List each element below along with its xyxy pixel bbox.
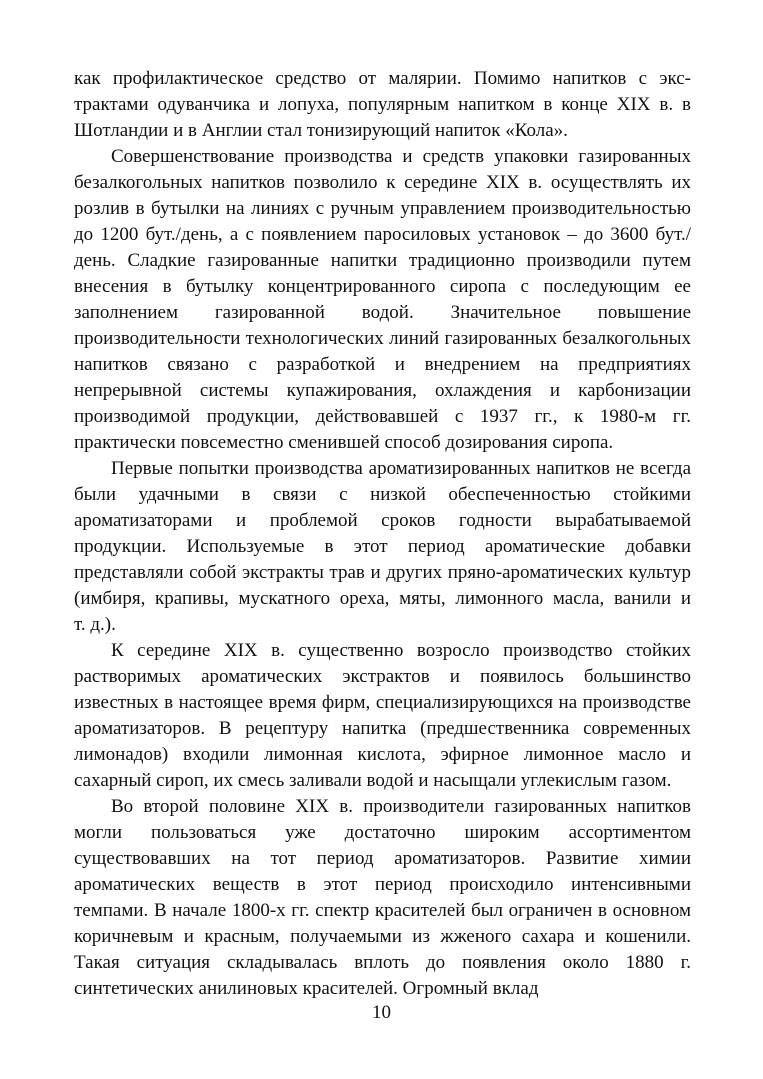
page-body [74,66,691,1002]
paragraph-5: Во второй половине XIX в. производители газированных напитков могли пользоваться уже достаточно широким ассортиментом существовавших на тот период ароматизаторов. Развитие химии ароматических веществ в этот период происходило интенсивными темпами. В начале 1800-х гг. спектр красителей был ограничен в основном коричневым и красным, получаемыми из жженого сахара и кошенили. Такая ситуация складывалась вплоть до появления около 1880 г. синтетических анилиновых красителей. Огромный вклад [74,796,691,999]
paragraph-2: Совершенствование производства и средств упаковки газированных безалкогольных напитков позволило к середине XIX в. осуществлять их розлив в бутылки на линиях с ручным управлением производительностью до 1200 бут./день, а с появлением паросиловых установок – до 3600 бут./день. Сладкие газированные напитки традиционно производили путем внесения в бутылку концентрированного сиропа с последующим ее заполнением газированной водой. Значительное повышение производительности технологических линий газированных безалкогольных напитков связано с разработкой и внедрением на предприятиях непрерывной системы купажирования, охлаждения и карбонизации производимой продукции, действовавшей с 1937 гг., к 1980-м гг. практически повсеместно сменившей способ дозирования сиропа. [74,146,691,453]
paragraph-4: К середине XIX в. существенно возросло производство стойких растворимых ароматических экстрактов и появилось большинство известных в настоящее время фирм, специализирующихся на производстве ароматизаторов. В рецептуру напитка (предшественника современных лимонадов) входили лимонная кислота, эфирное лимонное масло и сахарный сироп, их смесь заливали водой и насыщали углекислым газом. [74,640,691,791]
paragraph-3: Первые попытки производства ароматизированных напитков не всегда были удачными в связи с низкой обеспеченностью стойкими ароматизаторами и проблемой сроков годности вырабатываемой продукции. Используемые в этот период ароматические добавки представляли собой экстракты трав и других пряно-ароматических культур (имбиря, крапивы, мускатного ореха, мяты, лимонного масла, ванили и т. д.). [74,458,691,635]
paragraph-1: как профилактическое средство от малярии. Помимо напитков с экстрактами одуванчика и лопуха, популярным напитком в конце XIX в. в Шотландии и в Англии стал тонизирующий напиток «Кола». [74,68,691,141]
page-number: 10 [372,1002,391,1023]
